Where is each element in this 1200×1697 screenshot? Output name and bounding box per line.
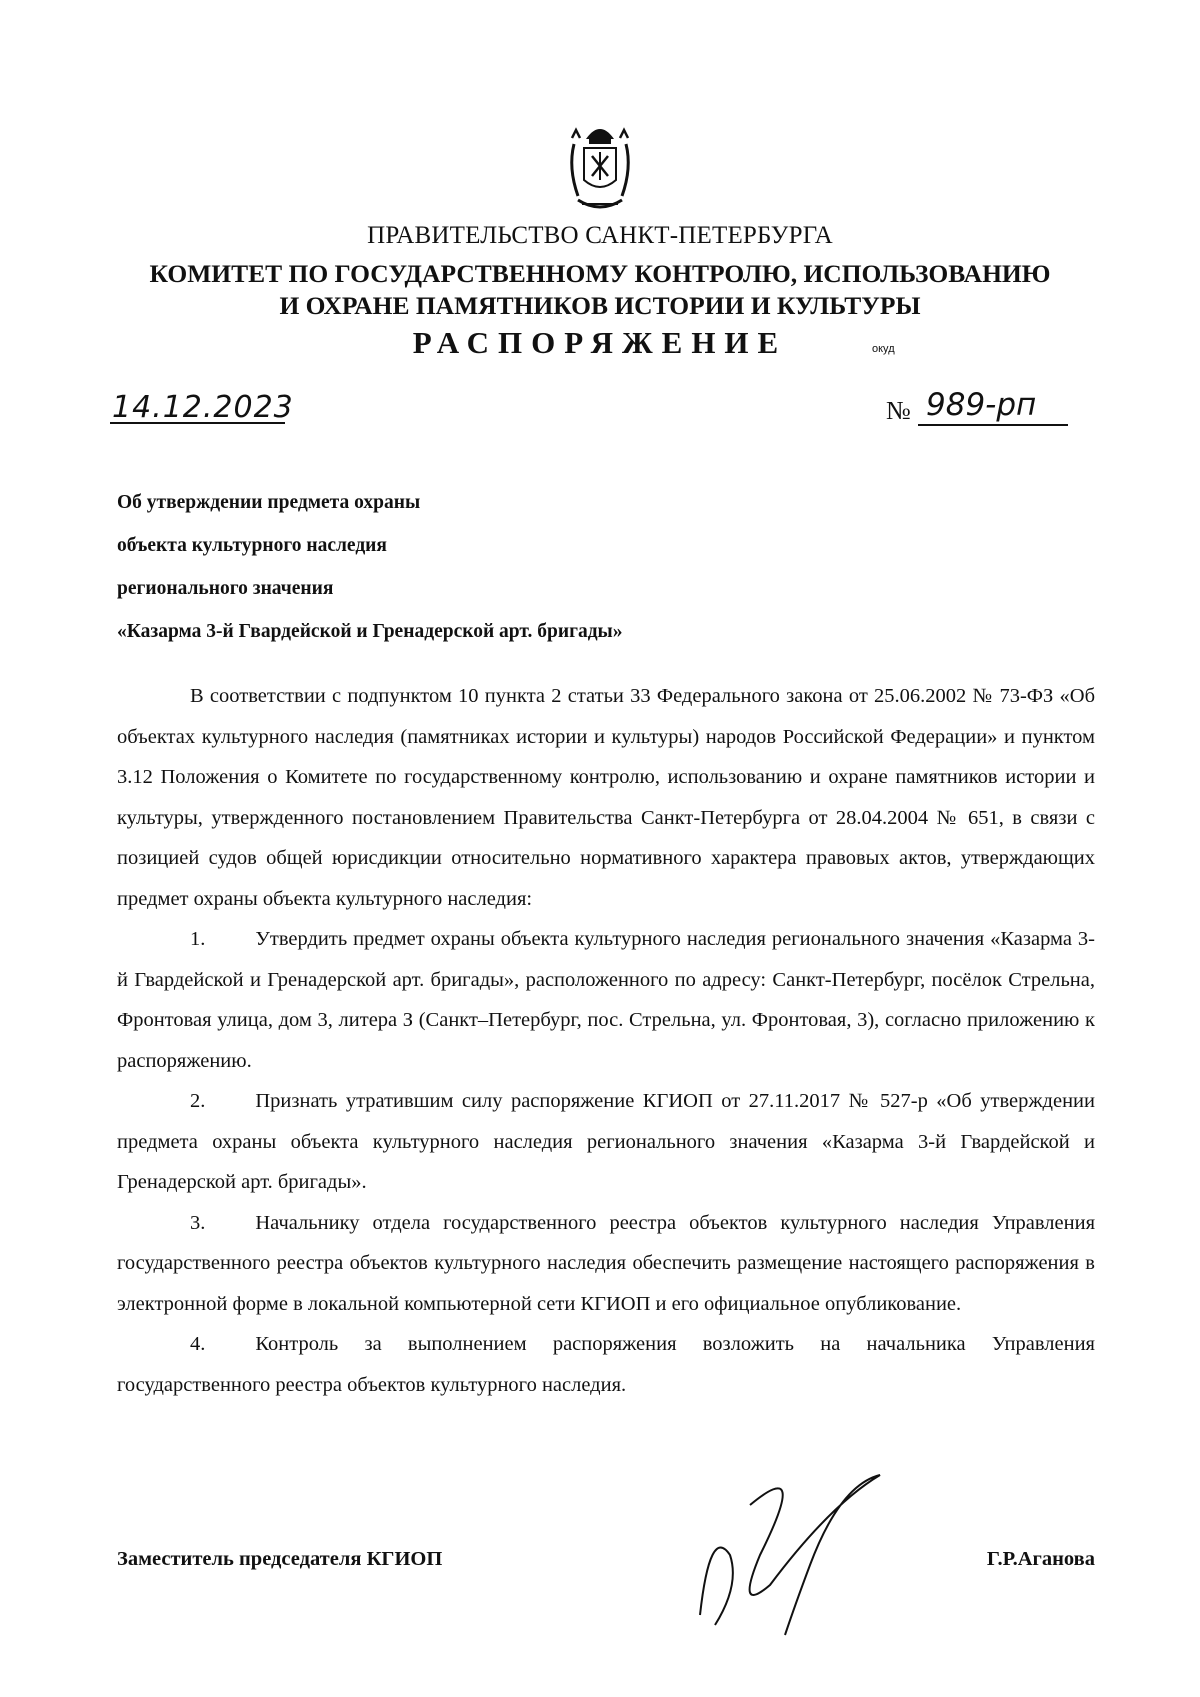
committee-name xyxy=(0,258,1200,322)
number-underline xyxy=(918,424,1068,426)
document-type: РАСПОРЯЖЕНИЕ xyxy=(412,325,788,360)
document-number: 989-рп xyxy=(926,387,1037,423)
okud-label: окуд xyxy=(872,343,895,355)
preamble: В соответствии с подпунктом 10 пункта 2 статьи 33 Федерального закона от 25.06.2002 № 73-ФЗ «Об объектах культурного наследия (памятниках истории и культуры) народов Российской Федерации» и пунктом 3.12 Положения о Комитете по государственному контролю, использованию и охране памятников истории и культуры, утвержденного постановлением Правительства Санкт-Петербурга от 28.04.2004 № 651, в связи с позицией судов общей юрисдикции относительно нормативного характера правовых актов, утверждающих предмет охраны объекта культурного наследия: xyxy=(117,685,1095,910)
number-label: № xyxy=(886,396,911,425)
item-number: 3. xyxy=(190,1211,206,1234)
committee-name-line2: И ОХРАНЕ ПАМЯТНИКОВ ИСТОРИИ И КУЛЬТУРЫ xyxy=(279,291,921,320)
subject-line: «Казарма 3-й Гвардейской и Гренадерской арт. бригады» xyxy=(117,621,623,642)
item-number: 1. xyxy=(190,928,206,950)
document-body xyxy=(117,676,1095,1405)
subject-line: регионального значения xyxy=(117,578,334,599)
signer-title: Заместитель председателя КГИОП xyxy=(117,1548,443,1570)
item-number: 4. xyxy=(190,1333,206,1355)
committee-name-line1: КОМИТЕТ ПО ГОСУДАРСТВЕННОМУ КОНТРОЛЮ, ИСПОЛЬЗОВАНИЮ xyxy=(149,259,1051,288)
list-item xyxy=(117,1203,1095,1325)
government-name: ПРАВИТЕЛЬСТВО САНКТ-ПЕТЕРБУРГА xyxy=(367,222,833,249)
list-item xyxy=(117,919,1095,1081)
item-number: 2. xyxy=(190,1090,206,1112)
date-underline xyxy=(110,422,285,424)
list-item xyxy=(117,1324,1095,1405)
item-text: Признать утратившим силу распоряжение КГИОП от 27.11.2017 № 527-р «Об утверждении предмета охраны объекта культурного наследия регионального значения «Казарма 3-й Гвардейской и Гренадерской арт. бригады». xyxy=(117,1090,1095,1193)
item-text: Утвердить предмет охраны объекта культурного наследия регионального значения «Казарма 3-й Гвардейской и Гренадерской арт. бригады», расположенного по адресу: Санкт-Петербург, посёлок Стрельна, Фронтовая улица, дом 3, литера З (Санкт–Петербург, пос. Стрельна, ул. Фронтовая, 3), согласно приложению к распоряжению. xyxy=(117,928,1095,1072)
subject-line: объекта культурного наследия xyxy=(117,535,387,556)
document-subject xyxy=(117,490,623,662)
coat-of-arms-icon xyxy=(560,118,640,218)
signer-name: Г.Р.Аганова xyxy=(986,1548,1095,1570)
handwritten-signature-icon xyxy=(690,1465,900,1640)
item-text: Контроль за выполнением распоряжения возложить на начальника Управления государственного реестра объектов культурного наследия. xyxy=(117,1333,1095,1396)
document-date: 14.12.2023 xyxy=(112,390,294,425)
subject-line: Об утверждении предмета охраны xyxy=(117,492,421,513)
item-text: Начальнику отдела государственного реестра объектов культурного наследия Управления государственного реестра объектов культурного наследия обеспечить размещение настоящего распоряжения в электронной форме в локальной компьютерной сети КГИОП и его официальное опубликование. xyxy=(117,1211,1095,1315)
list-item xyxy=(117,1081,1095,1203)
